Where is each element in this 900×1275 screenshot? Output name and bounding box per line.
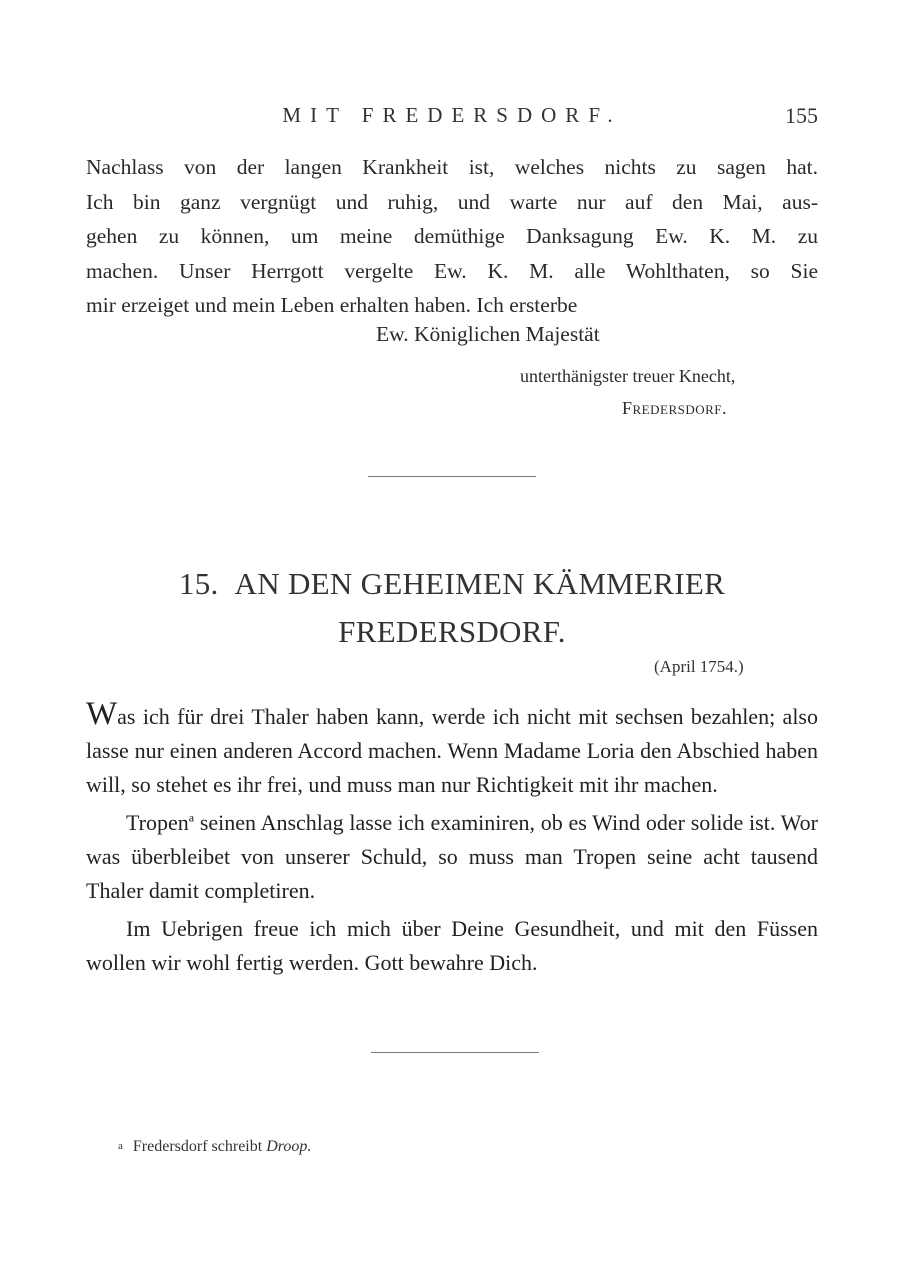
paragraph-1-text: as ich für drei Thaler haben kann, werde ich nicht mit sechsen bezahlen; also lasse nur einen anderen Accord machen. Wenn Madame Loria den Abschied haben will, so stehet es ihr frei, und muss man nur Richtigkeit mit ihr machen. bbox=[86, 704, 818, 797]
footnote-label: a bbox=[118, 1140, 123, 1152]
running-title: MIT FREDERSDORF. bbox=[282, 103, 622, 127]
text-line: gehen zu können, um meine demüthige Danksagung Ew. K. M. zu bbox=[86, 224, 818, 248]
section-number: 15. bbox=[178, 566, 219, 601]
letter-date: (April 1754.) bbox=[654, 657, 744, 676]
heading-title-2: FREDERSDORF. bbox=[338, 614, 566, 649]
footnote-text: Fredersdorf schreibt bbox=[132, 1138, 267, 1155]
letter-continuation bbox=[86, 150, 818, 323]
text-line: machen. Unser Herrgott vergelte Ew. K. M. alle Wohlthaten, so Sie bbox=[86, 258, 818, 283]
closing-salutation: Ew. Königlichen Majestät bbox=[376, 322, 600, 346]
signature: Fredersdorf. bbox=[622, 398, 728, 418]
paragraph-2-text: seinen Anschlag lasse ich examiniren, ob es Wind oder solide ist. Wor was überbleibet von unserer Schuld, so muss man Tropen seine acht tausend Thaler damit completiren. bbox=[86, 810, 818, 903]
text-line: Ich bin ganz vergnügt und ruhig, und warte nur auf den Mai, aus- bbox=[86, 189, 818, 214]
letter-body bbox=[86, 697, 818, 980]
text-line: mir erzeiget und mein Leben erhalten haben. Ich ersterbe bbox=[86, 293, 578, 317]
heading-line-1 bbox=[86, 561, 818, 607]
page-number: 155 bbox=[785, 103, 818, 128]
footnote-italic: Droop. bbox=[266, 1138, 312, 1155]
paragraph-2-start: Tropen bbox=[126, 810, 189, 835]
text-line: Nachlass von der langen Krankheit ist, welches nichts zu sagen hat. bbox=[86, 155, 818, 179]
paragraph-2 bbox=[86, 806, 818, 908]
section-heading bbox=[86, 561, 818, 655]
heading-title-1: AN DEN GEHEIMEN KÄMMERIER bbox=[234, 566, 726, 601]
section-divider bbox=[368, 476, 536, 477]
paragraph-3: Im Uebrigen freue ich mich über Deine Gesundheit, und mit den Füssen wollen wir wohl fertig werden. Gott bewahre Dich. bbox=[86, 916, 818, 975]
paragraph-1 bbox=[86, 697, 818, 802]
drop-cap: W bbox=[86, 696, 118, 732]
page-header bbox=[86, 103, 818, 137]
footnote-marker: a bbox=[188, 810, 195, 825]
end-divider bbox=[371, 1052, 539, 1053]
footnote bbox=[118, 1138, 311, 1156]
closing-role: unterthänigster treuer Knecht, bbox=[520, 366, 736, 386]
